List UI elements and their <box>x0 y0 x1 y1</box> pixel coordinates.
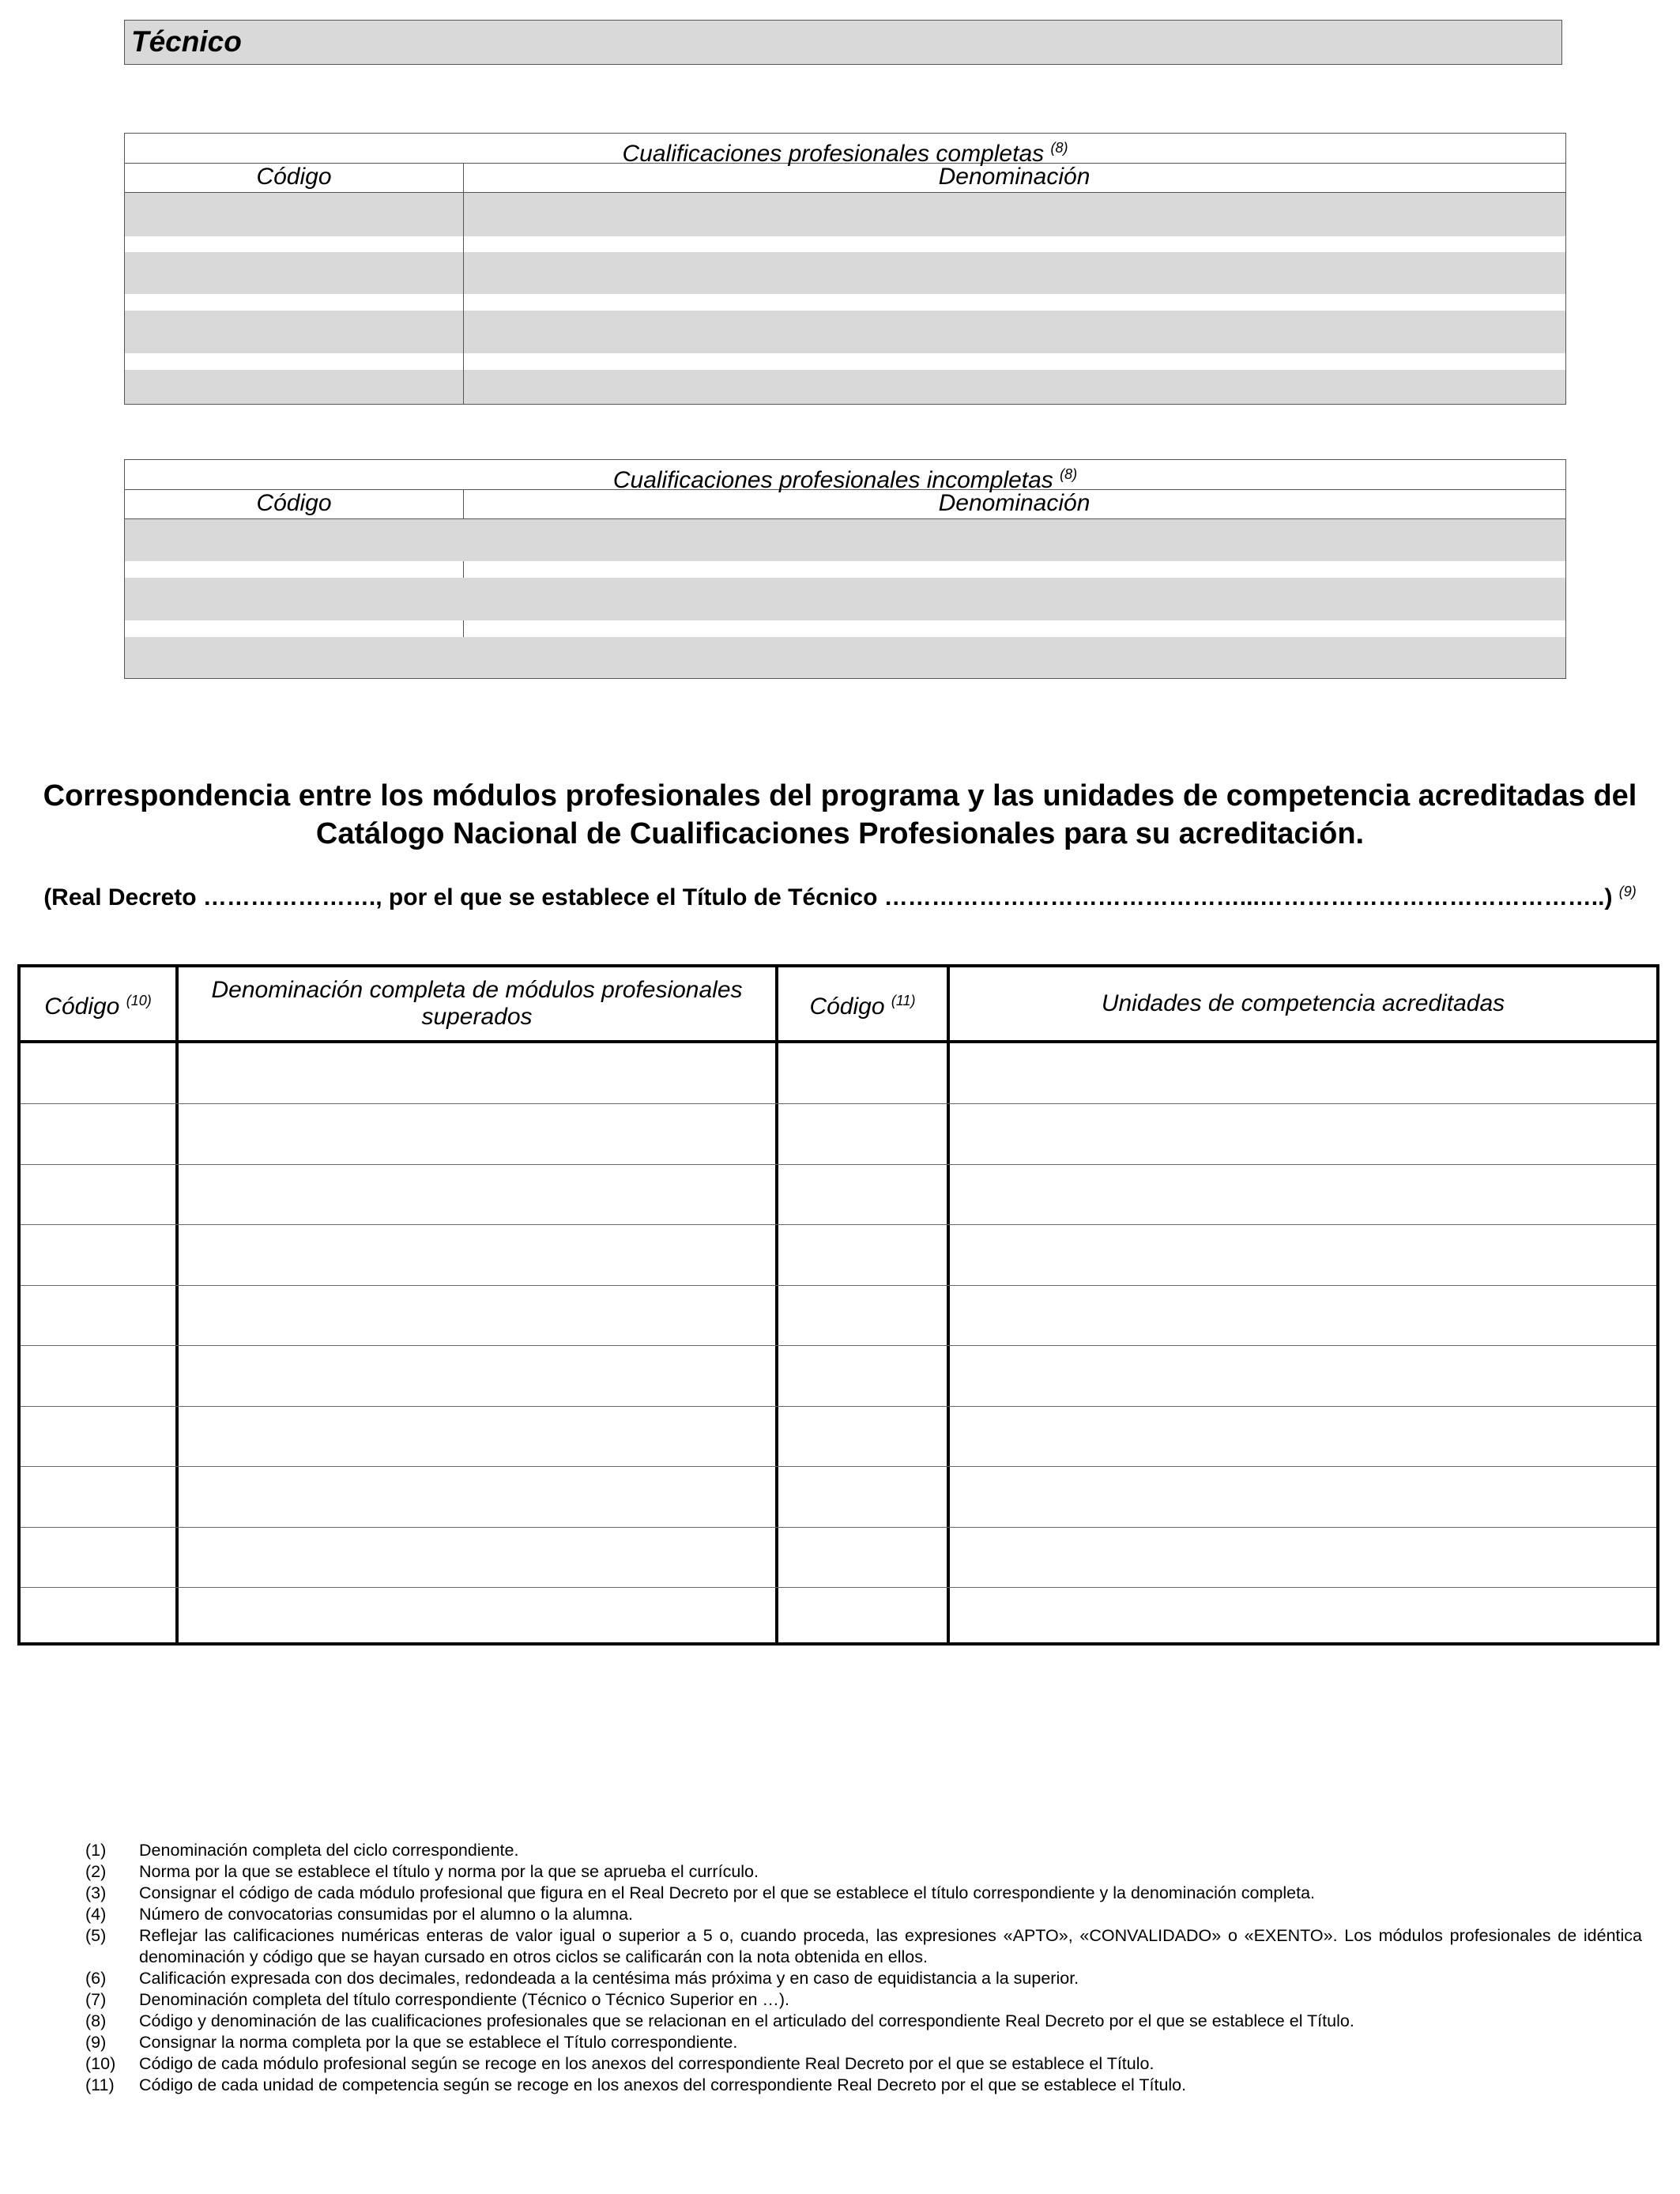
footnote-item: (4) Número de convocatorias consumidas por el alumno o la alumna. <box>85 1905 634 1924</box>
row-divider <box>21 1527 1656 1528</box>
table-row[interactable] <box>125 193 1565 236</box>
row-divider <box>21 1587 1656 1588</box>
column-divider <box>947 967 950 1642</box>
column-header-module-name: Denominación completa de módulos profesionales superados <box>211 977 743 1030</box>
incomplete-qualifications-table <box>124 459 1566 679</box>
complete-qualifications-table <box>124 133 1566 405</box>
column-header-name: Denominación <box>938 164 1090 190</box>
footnote-ref: (11) <box>891 993 916 1008</box>
table-row[interactable] <box>125 578 1565 620</box>
row-divider <box>21 1285 1656 1286</box>
row-divider <box>21 1345 1656 1346</box>
column-header-unit-code: Código $^{(11)}$ <box>809 993 916 1020</box>
correspondence-table <box>17 964 1659 1646</box>
footnote-ref: (8) <box>1050 140 1068 156</box>
table-title: Cualificaciones profesionales incompletas $^{(8)}$ <box>125 460 1565 490</box>
table-row[interactable] <box>125 311 1565 353</box>
section-title-bar <box>124 20 1562 65</box>
footnote-ref: (8) <box>1060 466 1078 482</box>
column-header-code: Código <box>256 490 332 516</box>
column-header-name: Denominación <box>938 490 1090 516</box>
section-title: Técnico <box>131 25 242 58</box>
footnote-ref: (9) <box>1618 884 1637 899</box>
footnotes <box>85 1840 1642 2096</box>
row-divider <box>21 1224 1656 1225</box>
column-header-competence-units: Unidades de competencia acreditadas <box>1101 990 1505 1016</box>
correspondence-heading: Correspondencia entre los módulos profesionales del programa y las unidades de competencia acreditadas del Catálogo Nacional de Cualificaciones Profesionales para su acreditación. <box>43 779 1637 850</box>
table-header <box>125 163 1565 193</box>
table-header <box>125 489 1565 519</box>
table-row[interactable] <box>125 637 1565 678</box>
footnote-item: (3) Consignar el código de cada módulo profesional que figura en el Real Decreto por el que se establece el título correspondiente y la denominación completa. <box>85 1883 1316 1902</box>
footnote-item: (8) Código y denominación de las cualificaciones profesionales que se relacionan en el articulado del correspondiente Real Decreto por el que se establece el Título. <box>85 2011 1354 2030</box>
real-decreto-line <box>32 884 1648 911</box>
table-row[interactable] <box>125 519 1565 561</box>
table-title: Cualificaciones profesionales completas $^{(8)}$ <box>125 134 1565 164</box>
column-divider <box>775 967 778 1642</box>
footnote-item: (7) Denominación completa del título correspondiente (Técnico o Técnico Superior en …). <box>85 1990 790 2009</box>
column-header-module-code: Código $^{(10)}$ <box>44 993 152 1020</box>
footnote-item: (11) Código de cada unidad de competencia según se recoge en los anexos del correspondiente Real Decreto por el que se establece el Título. <box>85 2075 1187 2094</box>
table-row[interactable] <box>125 370 1565 404</box>
column-header-code: Código <box>256 164 332 190</box>
footnote-ref: (10) <box>126 993 152 1008</box>
footnote-item: (5) Reflejar las calificaciones numéricas enteras de valor igual o superior a 5 o, cuando proceda, las expresiones «APTO», «CONVALIDADO» o «EXENTO». Los módulos profesionales de idéntica denominación y código que se hayan cursado en otros ciclos se calificarán con la nota obtenida en ellos. <box>85 1926 1642 1966</box>
column-divider <box>463 163 464 404</box>
real-decreto-text: (Real Decreto …………………., por el que se establece el Título de Técnico ………………………………………...……………………………………..) <box>43 884 1613 910</box>
row-divider <box>21 1164 1656 1165</box>
row-divider <box>21 1466 1656 1467</box>
footnote-item: (6) Calificación expresada con dos decimales, redondeada a la centésima más próxima y en caso de equidistancia a la superior. <box>85 1969 1079 1988</box>
footnote-item: (2) Norma por la que se establece el título y norma por la que se aprueba el currículo. <box>85 1862 759 1881</box>
column-divider <box>175 967 179 1642</box>
footnote-item: (9) Consignar la norma completa por la que se establece el Título correspondiente. <box>85 2033 738 2052</box>
footnote-item: (1) Denominación completa del ciclo correspondiente. <box>85 1841 519 1860</box>
row-divider <box>21 1103 1656 1104</box>
header-divider <box>21 1040 1656 1043</box>
row-divider <box>21 1406 1656 1407</box>
footnote-item: (10) Código de cada módulo profesional según se recoge en los anexos del correspondiente Real Decreto por el que se establece el Título. <box>85 2054 1155 2073</box>
table-row[interactable] <box>125 252 1565 294</box>
